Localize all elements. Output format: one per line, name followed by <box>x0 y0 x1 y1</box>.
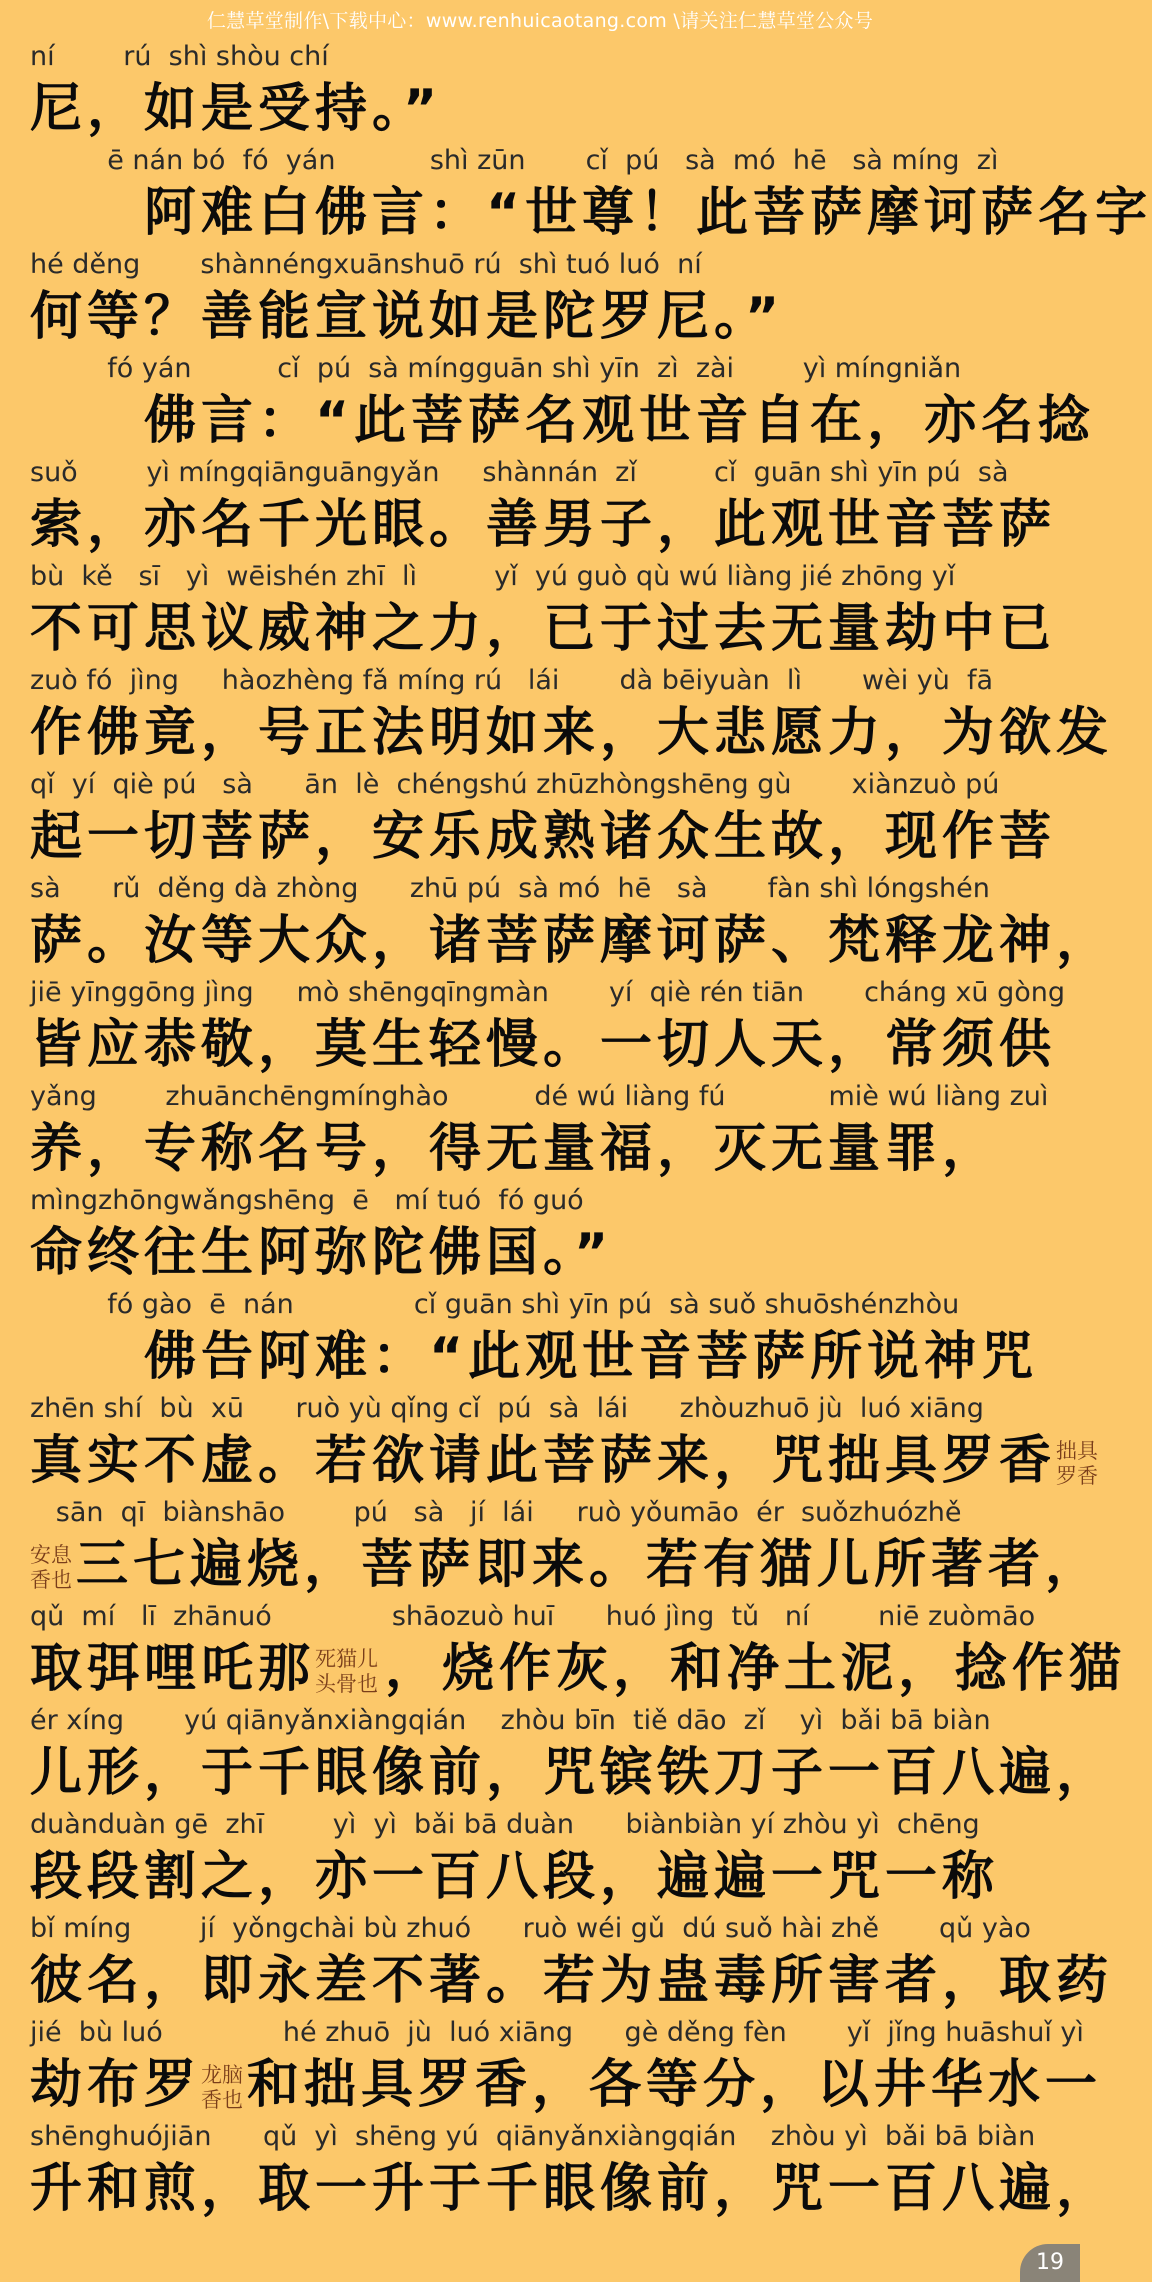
page-number-badge: 19 <box>1020 2244 1080 2282</box>
pinyin-line: ní rú shì shòu chí <box>30 41 329 72</box>
pinyin-line: sà rǔ děng dà zhòng zhū pú sà mó hē sà fàn shì lóngshén <box>30 873 990 904</box>
hanzi-line <box>30 1636 1127 1702</box>
text-line <box>30 2014 1103 2118</box>
pinyin-line: yǎng zhuānchēngmínghào dé wú liàng fú miè wú liàng zuì <box>30 1081 1049 1112</box>
hanzi-text: ，烧作灰，和净土泥，捻作猫 <box>385 1639 1127 1699</box>
text-line <box>30 1390 1099 1494</box>
text-line <box>30 454 1060 558</box>
text-line <box>30 142 1152 246</box>
hanzi-line: 尼，如是受持。” <box>30 79 443 139</box>
hanzi-line: 皆应恭敬，莫生轻慢。一切人天，常须供 <box>30 1015 1057 1075</box>
text-line <box>30 974 1065 1078</box>
hanzi-line: 升和煎，取一升于千眼像前，咒一百八遍， <box>30 2159 1114 2219</box>
pinyin-line: qǔ mí lī zhānuó shāozuò huī huó jìng tǔ ní niē zuòmāo <box>30 1601 1036 1632</box>
hanzi-line: 阿难白佛言：“世尊！此菩萨摩诃萨名字 <box>30 183 1152 243</box>
text-line <box>30 662 1114 766</box>
pinyin-line: duànduàn gē zhī yì yì bǎi bā duàn biànbiàn yí zhòu yì chēng <box>30 1809 980 1840</box>
hanzi-line: 不可思议威神之力，已于过去无量劫中已 <box>30 599 1057 659</box>
hanzi-line: 命终往生阿弥陀佛国。” <box>30 1223 614 1283</box>
text-line <box>30 350 1096 454</box>
text-line <box>30 766 1060 870</box>
hanzi-text: 取弭哩吒那 <box>30 1639 316 1699</box>
text-line <box>30 38 1060 142</box>
scripture-text <box>30 38 1152 2222</box>
pinyin-line: jiē yīnggōng jìng mò shēngqīngmàn yí qiè rén tiān cháng xū gòng <box>30 977 1065 1008</box>
pinyin-line: bù kě sī yì wēishén zhī lì yǐ yú guò qù wú liàng jié zhōng yǐ <box>30 561 956 592</box>
text-line <box>30 1494 1103 1598</box>
hanzi-line: 儿形，于千眼像前，咒镔铁刀子一百八遍， <box>30 1743 1114 1803</box>
text-line <box>30 1702 1114 1806</box>
annotation-note: 龙脑香也 <box>201 2063 244 2112</box>
annotation-note: 拙具罗香 <box>1056 1439 1099 1488</box>
text-line <box>30 558 1060 662</box>
annotation-note: 死猫儿头骨也 <box>315 1647 379 1696</box>
hanzi-line <box>30 1428 1099 1494</box>
text-line <box>30 1910 1114 2014</box>
hanzi-line: 索，亦名千光眼。善男子，此观世音菩萨 <box>30 495 1057 555</box>
hanzi-line <box>30 2052 1103 2118</box>
text-line <box>30 870 1114 974</box>
text-line <box>30 1286 1060 1390</box>
text-line <box>30 246 1060 350</box>
pinyin-line: zuò fó jìng hàozhèng fǎ míng rú lái dà bēiyuàn lì wèi yù fā <box>30 665 994 696</box>
hanzi-line <box>30 1532 1103 1598</box>
text-line <box>30 1598 1127 1702</box>
pinyin-line: ér xíng yú qiānyǎnxiàngqián zhòu bīn tiě dāo zǐ yì bǎi bā biàn <box>30 1705 991 1736</box>
text-line <box>30 1078 1060 1182</box>
pinyin-line: jié bù luó hé zhuō jù luó xiāng gè děng fèn yǐ jǐng huāshuǐ yì <box>30 2017 1084 2048</box>
text-line <box>30 1806 1060 1910</box>
pinyin-line: fó yán cǐ pú sà míngguān shì yīn zì zài yì míngniǎn <box>30 353 962 384</box>
pinyin-line: sān qī biànshāo pú sà jí lái ruò yǒumāo ér suǒzhuózhě <box>30 1497 962 1528</box>
hanzi-line: 彼名，即永差不著。若为蛊毒所害者，取药 <box>30 1951 1114 2011</box>
hanzi-text: 和拙具罗香，各等分，以井华水一 <box>247 2055 1103 2115</box>
hanzi-line: 作佛竟，号正法明如来，大悲愿力，为欲发 <box>30 703 1114 763</box>
hanzi-line: 段段割之，亦一百八段，遍遍一咒一称 <box>30 1847 1000 1907</box>
pinyin-line: bǐ míng jí yǒngchài bù zhuó ruò wéi gǔ dú suǒ hài zhě qǔ yào <box>30 1913 1031 1944</box>
page-header: 仁慧草堂制作\下载中心：www.renhuicaotang.com \请关注仁慧草堂公众号 <box>206 10 874 32</box>
hanzi-line: 佛言：“此菩萨名观世音自在，亦名捻 <box>30 391 1096 451</box>
hanzi-line: 佛告阿难：“此观世音菩萨所说神咒 <box>30 1327 1039 1387</box>
text-line <box>30 1182 1060 1286</box>
hanzi-line: 养，专称名号，得无量福，灭无量罪， <box>30 1119 1000 1179</box>
pinyin-line: zhēn shí bù xū ruò yù qǐng cǐ pú sà lái zhòuzhuō jù luó xiāng <box>30 1393 984 1424</box>
pinyin-line: ē nán bó fó yán shì zūn cǐ pú sà mó hē sà míng zì <box>30 145 999 176</box>
pinyin-line: fó gào ē nán cǐ guān shì yīn pú sà suǒ shuōshénzhòu <box>30 1289 960 1320</box>
hanzi-line: 起一切菩萨，安乐成熟诸众生故，现作菩 <box>30 807 1057 867</box>
pinyin-line: mìngzhōngwǎngshēng ē mí tuó fó guó <box>30 1185 584 1216</box>
hanzi-line: 萨。汝等大众，诸菩萨摩诃萨、梵释龙神， <box>30 911 1114 971</box>
pinyin-line: qǐ yí qiè pú sà ān lè chéngshú zhūzhòngshēng gù xiànzuò pú <box>30 769 1000 800</box>
hanzi-line: 何等？善能宣说如是陀罗尼。” <box>30 287 785 347</box>
pinyin-line: suǒ yì míngqiānguāngyǎn shànnán zǐ cǐ guān shì yīn pú sà <box>30 457 1009 488</box>
text-line <box>30 2118 1114 2222</box>
annotation-note: 安息香也 <box>30 1543 72 1592</box>
pinyin-line: hé děng shànnéngxuānshuō rú shì tuó luó ní <box>30 249 702 280</box>
hanzi-text: 劫布罗 <box>30 2055 202 2115</box>
pinyin-line: shēnghuójiān qǔ yì shēng yú qiānyǎnxiàngqián zhòu yì bǎi bā biàn <box>30 2121 1036 2152</box>
hanzi-text: 三七遍烧，菩萨即来。若有猫儿所著者， <box>76 1535 1103 1595</box>
hanzi-text: 真实不虚。若欲请此菩萨来，咒拙具罗香 <box>30 1431 1057 1491</box>
